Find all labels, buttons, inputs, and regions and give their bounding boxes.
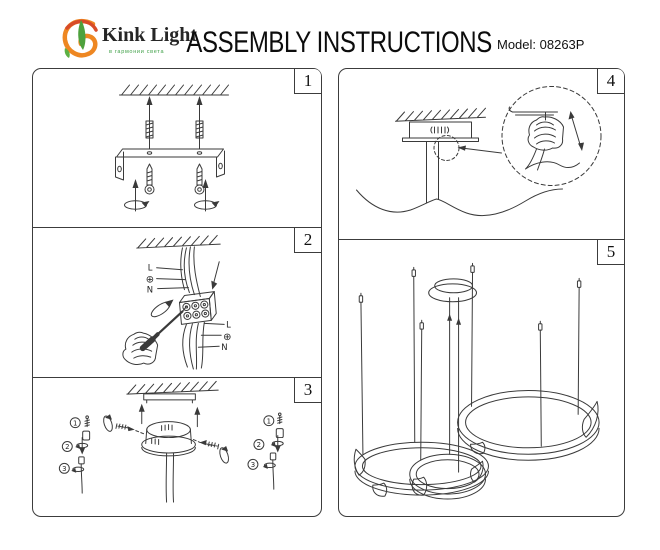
- earth-symbol-icon: ⊕: [223, 332, 232, 344]
- step-marker-2: 2: [65, 443, 70, 452]
- cable-adjuster-detail: [509, 107, 557, 120]
- rotation-arrow-left: [125, 179, 150, 211]
- screwdriver: [143, 306, 187, 348]
- step-number-2: 2: [294, 228, 321, 253]
- machine-screw-right: [195, 164, 204, 194]
- illustration-step-1: [33, 69, 321, 227]
- cable-connectors: [359, 263, 581, 330]
- right-panel-column: [338, 68, 625, 517]
- lift-arrows: [139, 404, 201, 427]
- panel-step-5: [339, 239, 624, 515]
- side-screw-left: [102, 414, 146, 434]
- canopy: [142, 422, 196, 456]
- step-markers-right: [248, 413, 283, 489]
- panel-step-4: [339, 69, 624, 239]
- rotation-arrow-right: [195, 179, 220, 211]
- illustration-step-3: [33, 378, 321, 515]
- step-markers-left: [59, 416, 89, 493]
- mounting-bracket: [144, 394, 196, 403]
- step-marker-1: 1: [266, 417, 272, 426]
- insert-arrow: [211, 262, 219, 290]
- illustration-step-4: [339, 69, 624, 239]
- lamp-wires-bottom: [183, 322, 205, 369]
- hand: [526, 117, 580, 170]
- page-title: ASSEMBLY INSTRUCTIONS: [186, 26, 492, 59]
- ceiling-hatch: [127, 381, 218, 394]
- kink-light-logo-icon: [57, 14, 103, 62]
- ring-small: [410, 454, 486, 499]
- label-neutral: N: [221, 342, 228, 353]
- supply-wires-top: [181, 247, 201, 297]
- step-marker-3: 3: [62, 464, 67, 473]
- illustration-step-5: [339, 240, 624, 515]
- wire-labels-bottom: [198, 319, 231, 352]
- step-marker-2: 2: [256, 441, 262, 450]
- earth-symbol-icon: ⊕: [145, 274, 155, 286]
- ceiling-hatch: [396, 108, 486, 121]
- ceiling-hatch: [137, 235, 220, 248]
- label-live: L: [226, 319, 231, 330]
- callout-leader-arrow: [458, 146, 502, 154]
- detail-callout-circle: [434, 136, 459, 161]
- side-screw-right: [193, 440, 230, 465]
- rotation-arrow: [149, 300, 173, 320]
- machine-screw-left: [145, 164, 154, 194]
- left-panel-column: [32, 68, 322, 517]
- step-marker-3: 3: [250, 460, 256, 469]
- model-number: Model: 08263P: [497, 37, 585, 52]
- label-neutral: N: [146, 284, 154, 295]
- step-number-3: 3: [294, 378, 321, 403]
- suspension-cables: [166, 453, 173, 502]
- mounting-bracket: [116, 149, 225, 180]
- adjust-direction-arrow: [569, 111, 585, 151]
- step-number-5: 5: [597, 240, 624, 265]
- canopy: [403, 122, 479, 142]
- ceiling-hatch: [120, 85, 229, 95]
- panel-step-2: [33, 227, 321, 377]
- zoom-detail-circle: [502, 87, 601, 186]
- brand-tagline: в гармонии света: [109, 49, 165, 55]
- step-number-1: 1: [294, 69, 321, 94]
- step-number-4: 4: [597, 69, 624, 94]
- ceiling-canopy: [429, 279, 477, 302]
- panel-step-3: [33, 377, 321, 515]
- anchor-screw-left: [146, 96, 153, 149]
- step-marker-1: 1: [73, 419, 78, 428]
- label-live: L: [147, 262, 153, 273]
- lamp-silhouette-wave: [357, 189, 563, 216]
- suspension-cables: [427, 142, 439, 204]
- panel-step-1: [33, 69, 321, 227]
- brand-name: Kink Light: [102, 24, 198, 46]
- anchor-screw-right: [196, 96, 203, 149]
- illustration-step-2: [33, 228, 321, 377]
